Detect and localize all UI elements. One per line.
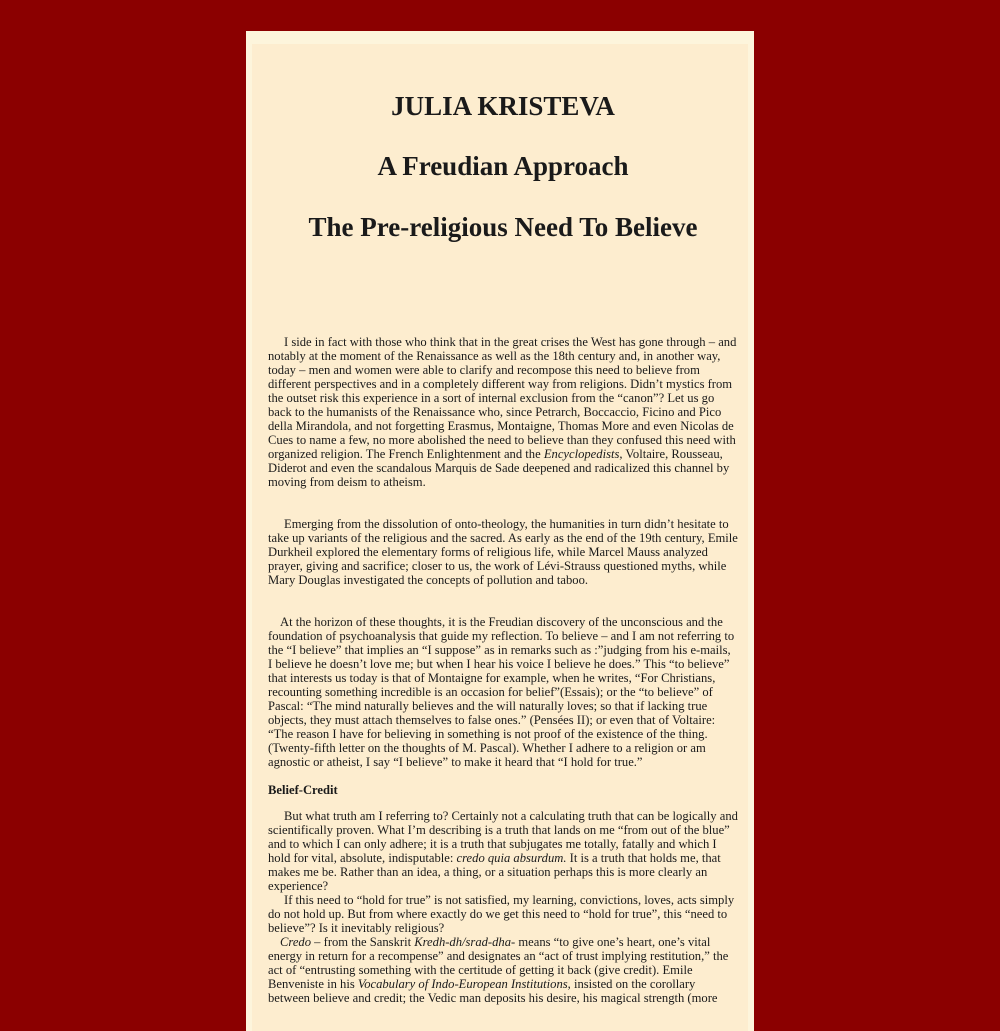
paragraph-6-text-b: means “to give one’s heart, one’s vital energy in return for a recompense” and designates an “act of trust implying restitution,” the act of “entrusting something with the certitude of getting it back (give credit). Emile Benveniste in his xyxy=(268,935,729,992)
paragraph-1-text-a: I side in fact with those who think that in the great crises the West has gone through – and notably at the moment of the Renaissance as well as the 18th century and, in another way, today – men and women were able to clarify and recompose this need to believe from different perspectives and in a completely different way from religions. Didn’t mystics from the outset risk this experience in a sort of internal exclusion from the “canon”? Let us go back to the humanists of the Renaissance who, since Petrarch, Boccaccio, Ficino and Pico della Mirandola, and not forgetting Erasmus, Montaigne, Thomas More and even Nicolas de Cues to name a few, no more abolished the need to believe than they confused this need with organized religion. The French Enlightenment and the xyxy=(268,335,737,462)
article-subtitle: A Freudian Approach xyxy=(377,151,629,182)
paragraph-6-text-c: , insisted on the corollary between believe and credit; the Vedic man deposits his desire, his magical strength (more xyxy=(268,977,718,1006)
paragraph-3: At the horizon of these thoughts, it is the Freudian discovery of the unconscious and the foundation of psychoanalysis that guide my reflection. To believe – and I am not referring to the “I believe” that implies an “I suppose” as in remarks such as :”judging from his e-mails, I believe he doesn’t love me; but when I hear his voice I believe he does.” This “to believe” that interests us today is that of Montaigne for example, when he writes, “For Christians, recounting something incredible is an occasion for belief”(Essais); or the “to believe” of Pascal: “The mind naturally believes and the will naturally loves; so that if lacking true objects, they must attach themselves to false ones.” (Pensées II); or even that of Voltaire: “The reason I have for believing in something is not proof of the existence of the thing. (Twenty-fifth letter on the thoughts of M. Pascal). Whether I adhere to a religion or am agnostic or atheist, I say “I believe” to make it heard that “I hold for true.” xyxy=(268,615,735,770)
article-subtitle-secondary: The Pre-religious Need To Believe xyxy=(308,211,698,242)
paragraph-4 xyxy=(268,809,738,893)
paragraph-4-text-b: It is a truth that holds me, that makes me be. Rather than an idea, a thing, or a situation perhaps this is more clearly an experience? xyxy=(268,851,721,894)
article xyxy=(268,44,738,1005)
section-heading: Belief-Credit xyxy=(268,783,338,798)
paragraph-1-text-b: Voltaire, Rousseau, Diderot and even the scandalous Marquis de Sade deepened and radicalized this channel by moving from deism to atheism. xyxy=(268,447,730,490)
paragraph-1-emphasis: Encyclopedists, xyxy=(543,447,623,462)
document-body xyxy=(252,44,748,1031)
article-title: JULIA KRISTEVA xyxy=(391,91,615,121)
paragraph-6 xyxy=(268,935,738,1005)
paragraph-6-text-a: – from the Sanskrit xyxy=(311,935,415,950)
document-page xyxy=(246,31,754,1031)
paragraph-2: Emerging from the dissolution of onto-theology, the humanities in turn didn’t hesitate to take up variants of the religious and the sacred. As early as the end of the 19th century, Emile Durkheil explored the elementary forms of religious life, while Marcel Mauss analyzed prayer, giving and sacrifice; closer to us, the work of Lévi-Strauss questioned myths, while Mary Douglas investigated the concepts of pollution and taboo. xyxy=(268,517,738,588)
paragraph-6-emphasis-2: Kredh-dh/srad-dha- xyxy=(414,935,516,950)
paragraph-1 xyxy=(268,335,738,489)
paragraph-6-emphasis-3: Vocabulary of Indo-European Institutions xyxy=(357,977,568,992)
paragraph-5: If this need to “hold for true” is not satisfied, my learning, convictions, loves, acts simply do not hold up. But from where exactly do we get this need to “hold for true”, this “need to believe”? Is it inevitably religious? xyxy=(268,893,735,936)
paragraph-6-emphasis-1: Credo xyxy=(280,935,312,950)
paragraph-4-emphasis: credo quia absurdum. xyxy=(456,851,567,866)
paragraph-4-text-a: But what truth am I referring to? Certainly not a calculating truth that can be logically and scientifically proven. What I’m describing is a truth that lands on me “from out of the blue” and to which I can only adhere; it is a truth that subjugates me totally, fatally and which I hold for vital, absolute, indisputable: xyxy=(268,809,738,866)
